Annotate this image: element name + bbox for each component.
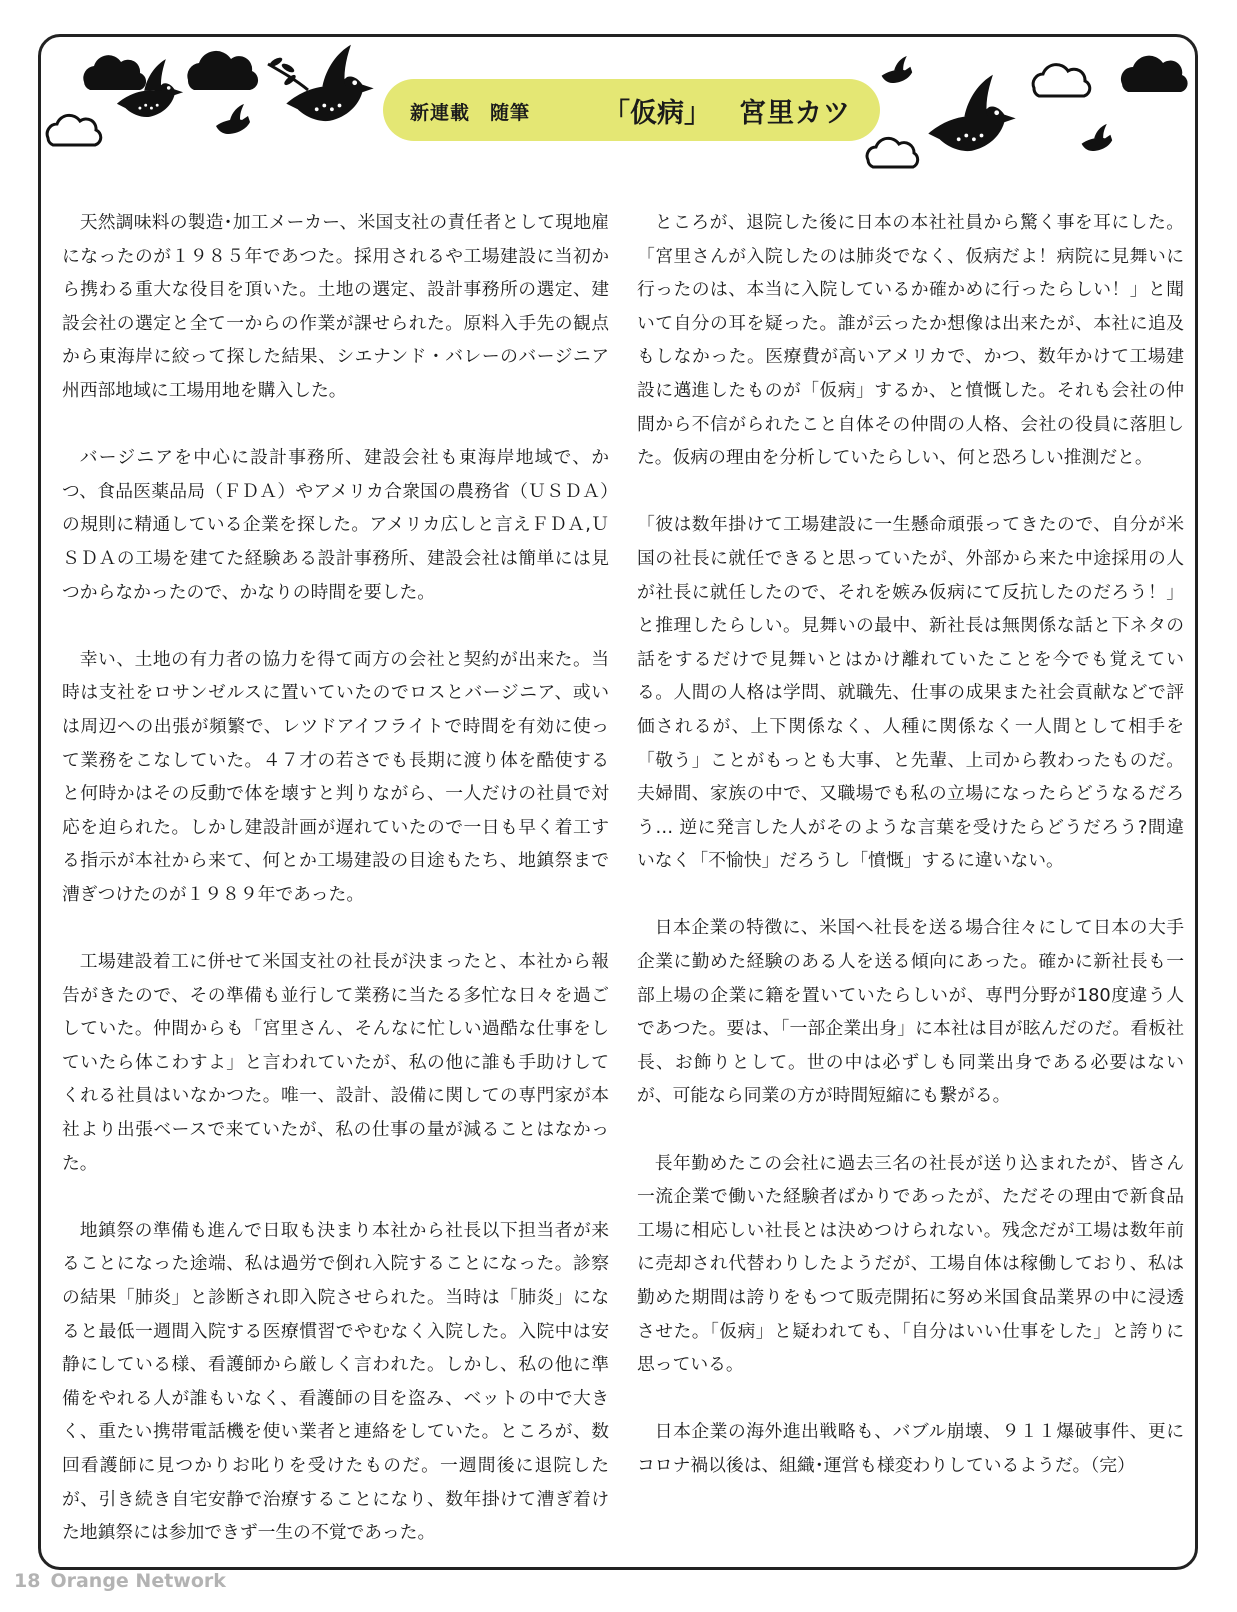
- article-column-right: [637, 206, 1184, 1516]
- paragraph: バージニアを中心に設計事務所、建設会社も東海岸地域で、かつ、食品医薬品局（ＦＤＡ）やアメリカ合衆国の農務省（ＵＳＤＡ）の規則に精通している企業を探した。アメリカ広しと言えＦＤＡ,ＵＳＤＡの工場を建てた経験ある設計事務所、建設会社は簡単には見つからなかったので、かなりの時間を要した。: [62, 447, 609, 603]
- paragraph: 幸い、土地の有力者の協力を得て両方の会社と契約が出来た。当時は支社をロサンゼルスに置いていたのでロスとバージニア、或いは周辺への出張が頻繁で、レツドアイフライトで時間を有効に使って業務をこなしていた。４７才の若さでも長期に渡り体を酷使すると何時かはその反動で体を壊すと判りながら、一人だけの社員で対応を迫られた。しかし建設計画が遅れていたので一日も早く着工する指示が本社から来て、何とか工場建設の目途もたち、地鎮祭まで漕ぎつけたのが１９８９年であった。: [62, 648, 609, 905]
- publication-name: Orange Network: [50, 1570, 226, 1592]
- author-name: 宮里カツ: [739, 98, 851, 129]
- paragraph: 工場建設着工に併せて米国支社の社長が決まったと、本社から報告がきたので、その準備も並行して業務に当たる多忙な日々を過ごしていた。仲間からも「宮里さん、そんなに忙しい過酷な仕事をしていたら体こわすよ」と言われていたが、私の他に誰も手助けしてくれる社員はいなかつた。唯一、設計、設備に関しての専門家が本社より出張ベースで来ていたが、私の仕事の量が減ることはなかった。: [62, 951, 609, 1174]
- bird-icon: [928, 75, 1015, 151]
- bird-icon: [1082, 124, 1113, 151]
- paragraph: 天然調味料の製造･加工メーカー、米国支社の責任者として現地雇になったのが１９８５年であつた。採用されるや工場建設に当初から携わる重大な役目を頂いた。土地の選定、設計事務所の選定、建設会社の選定と全て一からの作業が課せられた。原料入手先の観点から東海岸に絞って探した結果、シエナンド・バレーのバージニア州西部地域に工場用地を購入した。: [62, 212, 609, 401]
- page-footer: [14, 1570, 226, 1592]
- cloud-icon: [187, 51, 258, 90]
- paragraph: ところが、退院した後に日本の本社社員から驚く事を耳にした。「宮里さんが入院したのは肺炎でなく、仮病だよ！病院に見舞いに行ったのは、本当に入院しているか確かめに行ったらしい！」と聞いて自分の耳を疑った。誰が云ったか想像は出来たが、本社に追及もしなかった。医療費が高いアメリカで、かつ、数年かけて工場建設に邁進したものが「仮病」するか、と憤慨した。それも会社の仲間から不信がられたこと自体その仲間の人格、会社の役員に落胆した。仮病の理由を分析していたらしい、何と恐ろしい推測だと。: [637, 212, 1184, 469]
- bird-icon: [882, 56, 913, 83]
- page-number: 18: [14, 1570, 41, 1592]
- paragraph: 長年勤めたこの会社に過去三名の社長が送り込まれたが、皆さん一流企業で働いた経験者ばかりであったが、ただその理由で新食品工場に相応しい社長とは決めつけられない。残念だが工場は数年前に売却され代替わりしたようだが、工場自体は稼働しており、私は勤めた期間は誇りをもつて販売開拓に努め米国食品業界の中に浸透させた。「仮病」と疑われても、「自分はいい仕事をした」と誇りに思っている。: [637, 1152, 1184, 1376]
- paragraph: 日本企業の特徴に、米国へ社長を送る場合往々にして日本の大手企業に勤めた経験のある人を送る傾向にあった。確かに新社長も一部上場の企業に籍を置いていたらしいが、専門分野が180度違う人であつた。要は、「一部企業出身」に本社は目が眩んだのだ。看板社長、お飾りとして。世の中は必ずしも同業出身である必要はないが、可能なら同業の方が時間短縮にも繋がる。: [637, 917, 1184, 1107]
- cloud-icon: [1121, 56, 1188, 92]
- cloud-icon: [47, 115, 101, 145]
- paragraph: 地鎮祭の準備も進んで日取も決まり本社から社長以下担当者が来ることになった途端、私は過労で倒れ入院することになった。診察の結果「肺炎」と診断され即入院させられた。当時は「肺炎」になると最低一週間入院する医療慣習でやむなく入院した。入院中は安静にしている様、看護師から厳しく言われた。しかし、私の他に準備をやれる人が誰もいなく、看護師の目を盗み、ベットの中で大きく、重たい携帯電話機を使い業者と連絡をしていた。ところが、数回看護師に見つかりお叱りを受けたものだ。一週間後に退院したが、引き続き自宅安静で治療することになり、数年掛けて漕ぎ着けた地鎮祭には参加できず一生の不覚であった。: [62, 1219, 609, 1544]
- essay-title: 「仮病」: [603, 98, 711, 129]
- article-column-left: [62, 206, 609, 1583]
- series-label: 新連載 随筆: [410, 102, 531, 124]
- olive-branch-icon: [268, 56, 308, 90]
- cloud-icon: [867, 138, 918, 167]
- bird-icon: [216, 104, 250, 134]
- paragraph: 「彼は数年掛けて工場建設に一生懸命頑張ってきたので、自分が米国の社長に就任できると思っていたが、外部から来た中途採用の人が社長に就任したので、それを嫉み仮病にて反抗したのだろう！」と推理したらしい。見舞いの最中、新社長は無関係な話と下ネタの話をするだけで見舞いとはかけ離れていたことを今でも覚えている。人間の人格は学問、就職先、仕事の成果また社会貢献などで評価されるが、上下関係なく、人種に関係なく一人間として相手を「敬う」ことがもっとも大事、と先輩、上司から教わったものだ。夫婦間、家族の中で、又職場でも私の立場になったらどうなるだろう… 逆に発言した人がそのような言葉を受けたらどうだろう?間違いなく「不愉快」だろうし「憤慨」するに違いない。: [637, 514, 1184, 872]
- cloud-icon: [1033, 65, 1090, 96]
- cloud-icon: [83, 55, 146, 90]
- paragraph: 日本企業の海外進出戦略も、バブル崩壊、９１１爆破事件、更にコロナ禍以後は、組織･運営も様変わりしているようだ。（完）: [637, 1421, 1184, 1476]
